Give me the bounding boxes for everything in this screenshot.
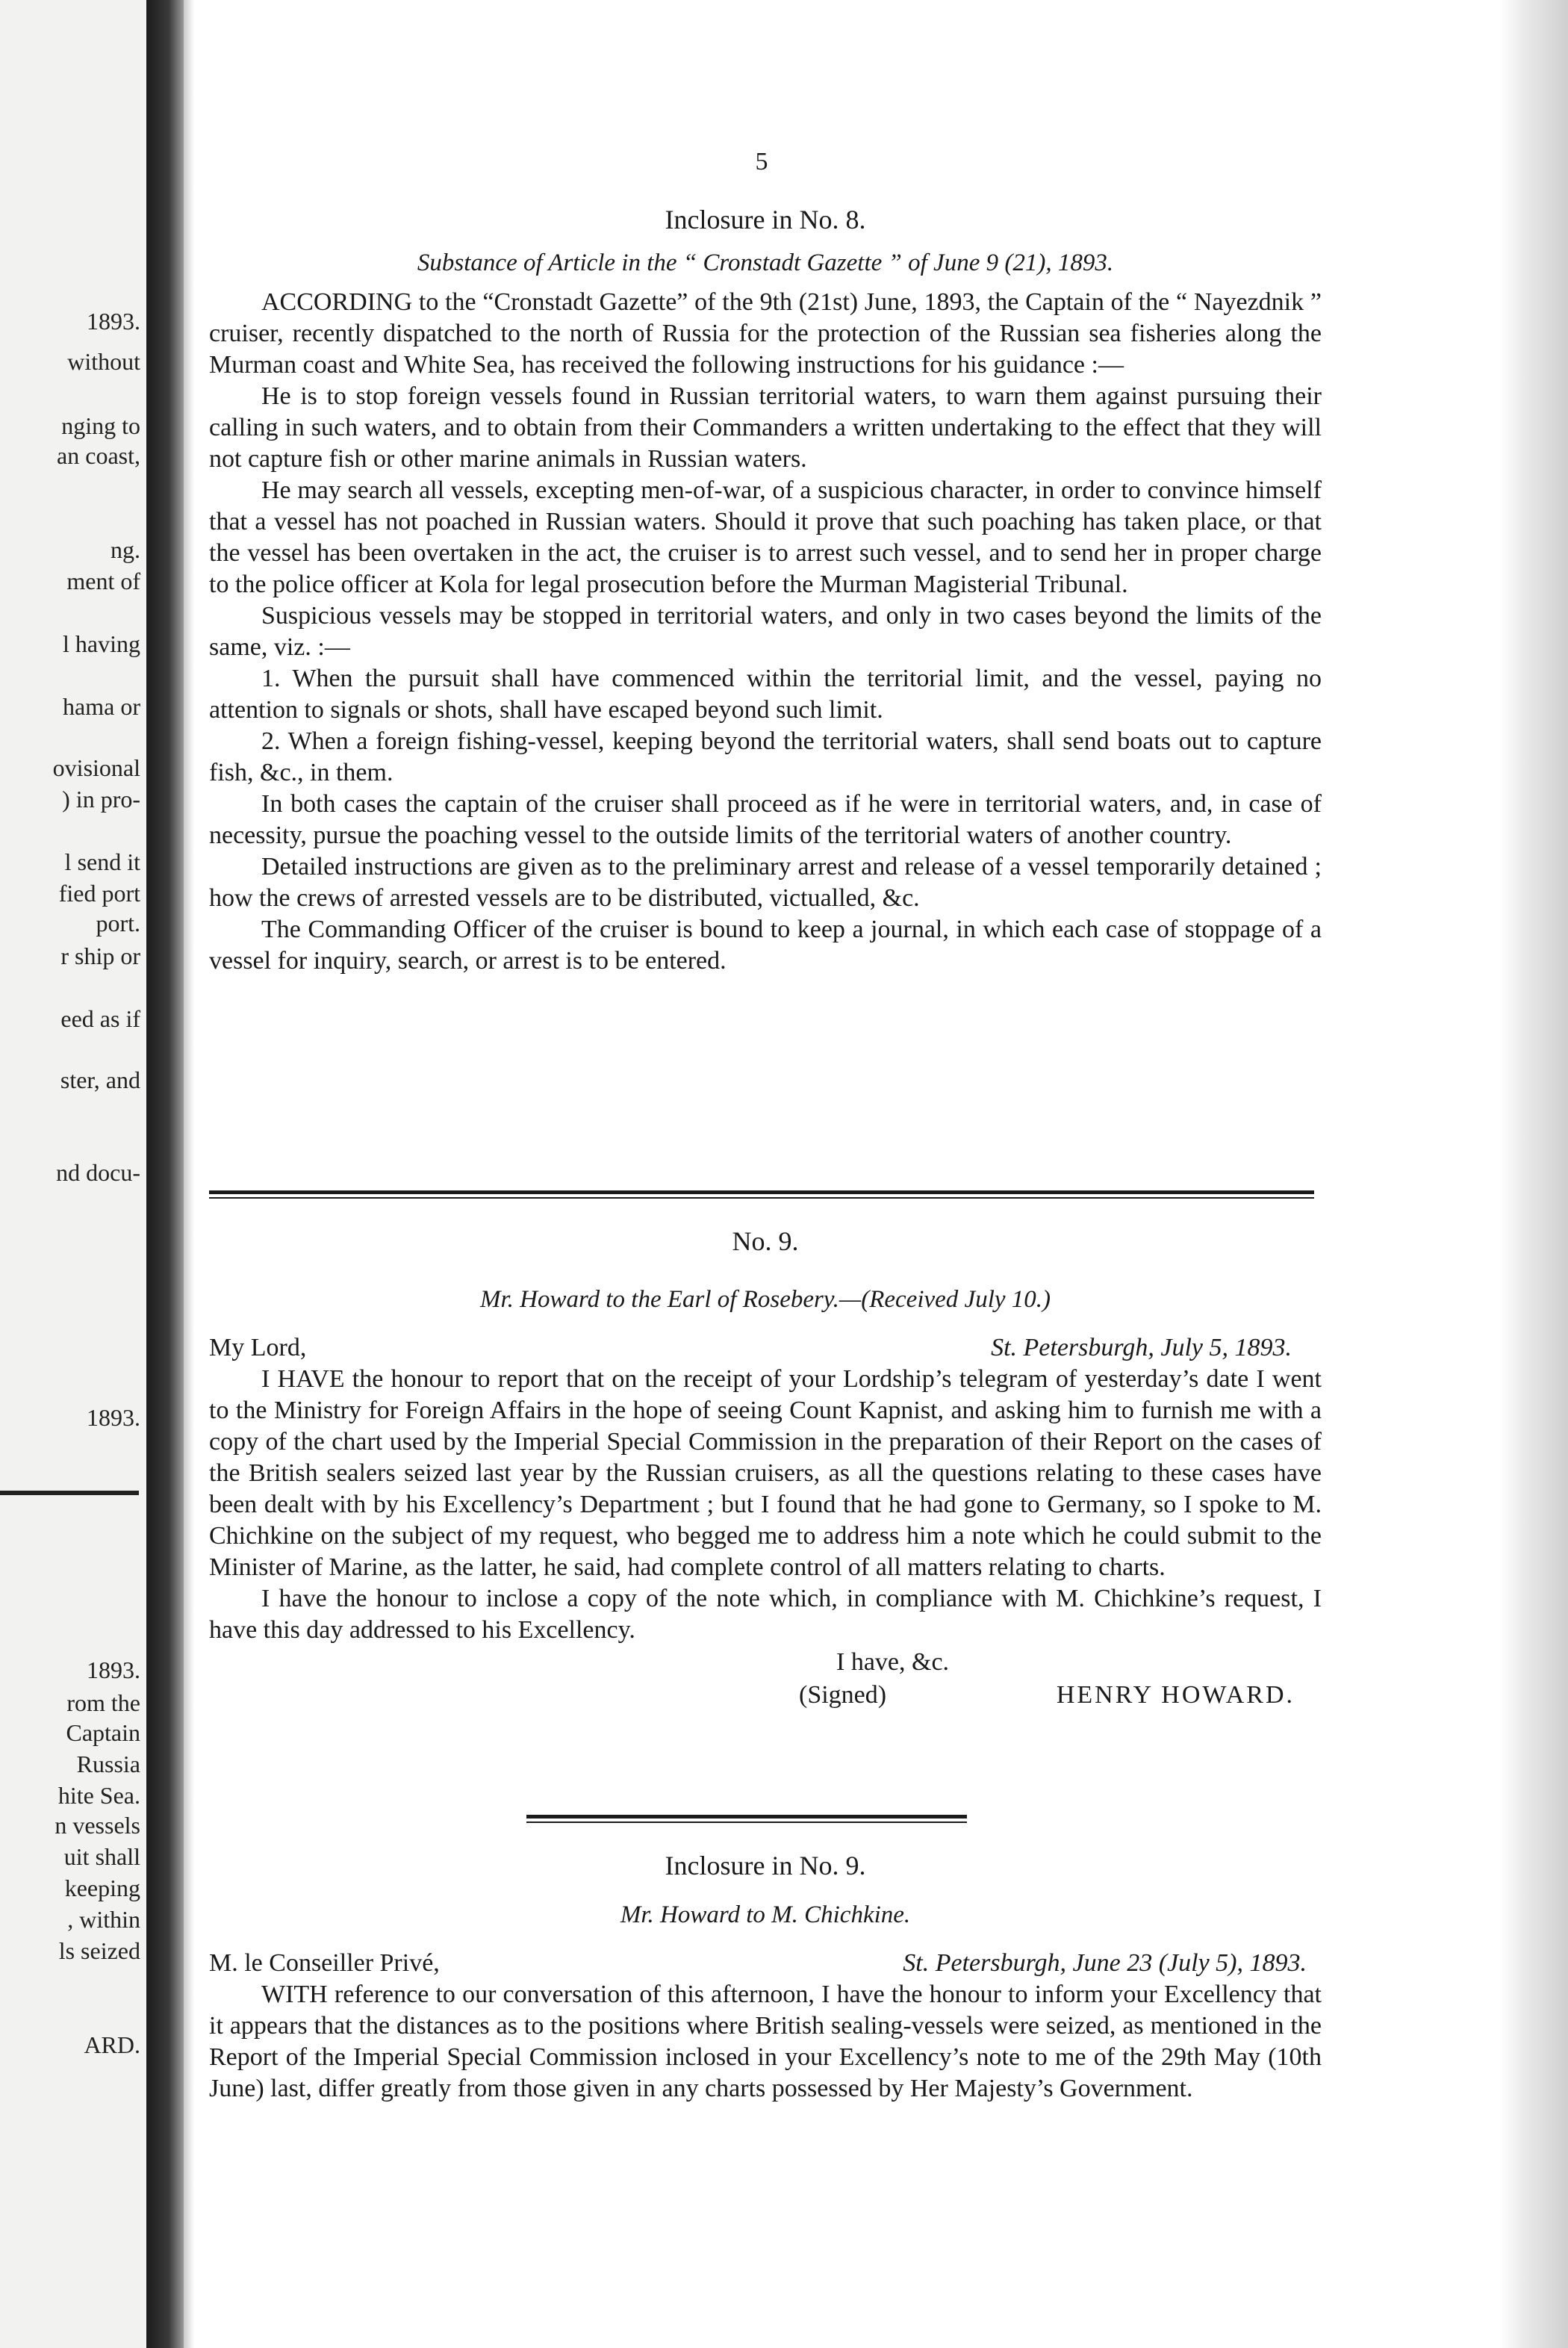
inclosure-9-heading: Inclosure in No. 9. [665,1851,866,1880]
facing-text: 1893. [87,308,140,335]
facing-text: l having [63,630,140,657]
page-edge-shadow [184,0,194,2348]
paragraph: ACCORDING to the “Cronstadt Gazette” of the 9th (21st) June, 1893, the Captain of the “ Nayezdnik ” cruiser, recently dispatched to the north of Russia for the protection of the Russian sea fisheries along the Murman coast and White Sea, has received the following instructions for his guidance :— [209,288,1322,379]
facing-text: 1893. [87,1656,140,1683]
dateline: St. Petersburgh, July 5, 1893. [991,1334,1292,1361]
closing: I have, &c. [836,1648,950,1676]
signed-label: (Signed) [799,1681,887,1709]
paragraph: I have the honour to inclose a copy of the note which, in compliance with M. Chichkine’s request, I have this day addressed to his Excellency. [209,1585,1322,1644]
dateline: St. Petersburgh, June 23 (July 5), 1893. [903,1949,1307,1977]
facing-text: hite Sea. [57,1782,140,1809]
no-9-section [209,1225,1322,1712]
facing-text: rom the [66,1689,140,1716]
page-number: 5 [755,148,768,176]
facing-rule [0,1491,139,1495]
facing-text: ster, and [60,1066,140,1093]
paragraph: He is to stop foreign vessels found in Russian territorial waters, to warn them against pursuing their calling in such waters, and to obtain from their Commanders a written undertaking to the effect that they will not capture fish or other marine animals in Russian waters. [209,382,1322,473]
salutation: My Lord, [209,1334,307,1361]
inclosure-8-subheading: Substance of Article in the “ Cronstadt Gazette ” of June 9 (21), 1893. [417,249,1114,276]
facing-text: uit shall [63,1843,140,1870]
facing-text: , within [67,1906,140,1933]
no-9-salutation-row [209,1332,1322,1364]
facing-text: ARD. [84,2031,140,2058]
facing-text: nging to [61,412,140,439]
inclosure-8-section [209,203,1322,977]
facing-text: 1893. [87,1404,140,1431]
paragraph: Suspicious vessels may be stopped in territorial waters, and only in two cases beyond the limits of the same, viz. :— [209,602,1322,661]
facing-text: r ship or [60,942,140,969]
paragraph: I HAVE the honour to report that on the receipt of your Lordship’s telegram of yesterday’s date I went to the Ministry for Foreign Affairs in the hope of seeing Count Kapnist, and asking him to furnish me with a copy of the chart used by the Imperial Special Commission in the preparation of their Report on the cases of the British sealers seized last year by the Russian cruisers, as all the questions relating to these cases have been dealt with by his Excellency’s Department ; but I found that he had gone to Germany, so I spoke to M. Chichkine on the subject of my request, who begged me to address him a note which he could submit to the Minister of Marine, as the latter, he said, had complete control of all matters relating to charts. [209,1365,1322,1581]
inclosure-9-salutation-row [209,1948,1322,1979]
facing-page [0,0,146,2348]
paragraph: He may search all vessels, excepting men-of-war, of a suspicious character, in order to convince himself that a vessel has not poached in Russian waters. Should it prove that such poaching has taken place, or that the vessel has been overtaken in the act, the cruiser is to arrest such vessel, and to send her in proper charge to the police officer at Kola for legal prosecution before the Murman Magisterial Tribunal. [209,476,1322,598]
short-divider [526,1815,967,1819]
short-divider-thin [526,1821,967,1823]
facing-text: nd docu- [56,1159,140,1186]
facing-text: keeping [64,1875,140,1901]
facing-text: ovisional [52,754,140,781]
paragraph: Detailed instructions are given as to the preliminary arrest and release of a vessel temporarily detained ; how the crews of arrested vessels are to be distributed, victualled, &c. [209,853,1322,912]
paragraph: WITH reference to our conversation of this afternoon, I have the honour to inform your Excellency that it appears that the distances as to the positions where British sealing-vessels were seized, as mentioned in the Report of the Imperial Special Commission inclosed in your Excellency’s note to me of the 29th May (10th June) last, differ greatly from those given in any charts possessed by Her Majesty’s Government. [209,1981,1322,2102]
signature-row [209,1679,1322,1712]
paragraph: The Commanding Officer of the cruiser is bound to keep a journal, in which each case of stoppage of a vessel for inquiry, search, or arrest is to be entered. [209,916,1322,975]
facing-text: ng. [111,536,140,563]
inclosure-9-section [209,1849,1322,2105]
facing-text: eed as if [60,1005,140,1032]
signature: HENRY HOWARD. [1056,1681,1295,1709]
inclosure-9-subheading: Mr. Howard to M. Chichkine. [620,1901,911,1928]
no-9-subheading: Mr. Howard to the Earl of Rosebery.—(Received July 10.) [479,1286,1051,1313]
facing-text: ment of [66,568,140,594]
inclosure-8-body [209,287,1322,977]
section-divider-thin [209,1197,1314,1199]
facing-text: fied port [58,880,140,907]
facing-text: without [67,348,140,375]
facing-text: Russia [76,1751,140,1777]
facing-text: port. [96,910,140,937]
paragraph: In both cases the captain of the cruiser shall proceed as if he were in territorial waters, and, in case of necessity, pursue the poaching vessel to the outside limits of the territorial waters of another country. [209,790,1322,849]
no-9-heading: No. 9. [732,1226,799,1256]
list-item: 1. When the pursuit shall have commenced within the territorial limit, and the vessel, paying no attention to signals or shots, shall have escaped beyond such limit. [209,665,1322,724]
facing-text: ) in pro- [62,786,140,813]
facing-text: Captain [66,1719,140,1746]
facing-text: l send it [64,848,140,875]
section-divider [209,1190,1314,1194]
facing-text: n vessels [55,1812,140,1839]
facing-text: ls seized [58,1937,140,1964]
facing-text: an coast, [57,442,140,469]
inclosure-8-heading: Inclosure in No. 8. [665,205,866,235]
right-page-edge [1499,0,1568,2348]
list-item: 2. When a foreign fishing-vessel, keeping beyond the territorial waters, shall send boats out to capture fish, &c., in them. [209,727,1322,786]
salutation: M. le Conseiller Privé, [209,1949,440,1977]
book-gutter [146,0,184,2348]
document-page [202,0,1322,2348]
facing-text: hama or [63,693,140,720]
